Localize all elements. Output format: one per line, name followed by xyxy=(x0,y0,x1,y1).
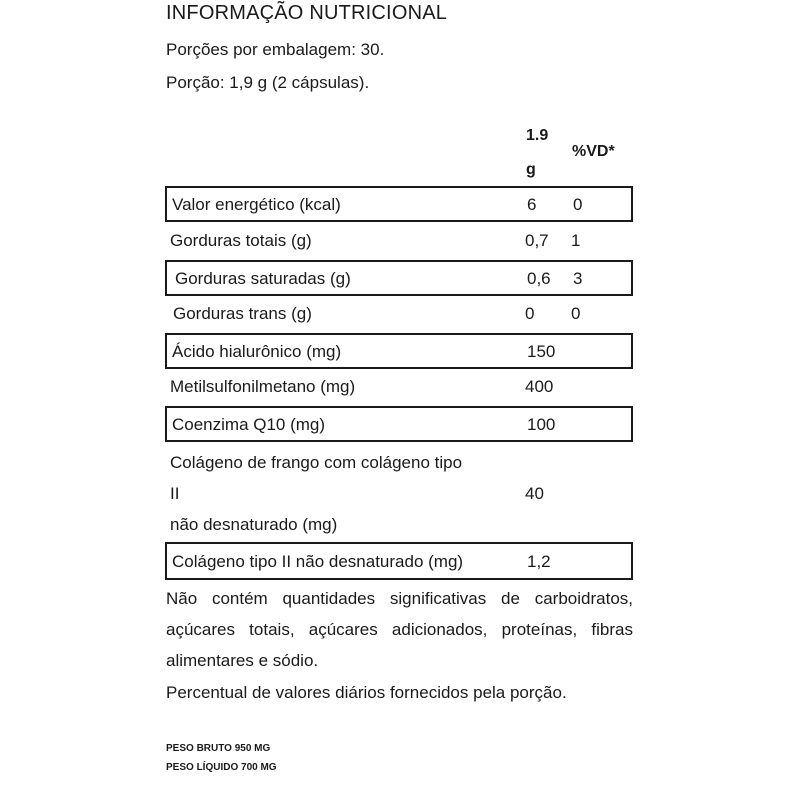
row-label: Coenzima Q10 (mg) xyxy=(172,415,326,434)
nutrition-row-total-fat xyxy=(165,224,633,260)
nutrition-row-hyaluronic-acid xyxy=(165,333,633,369)
collagen-value: 40 xyxy=(525,484,544,503)
footnote-daily-values: Percentual de valores diários fornecidos pela porção. xyxy=(166,683,567,702)
nutrition-row-msm xyxy=(165,370,633,406)
row-value: 1,2 xyxy=(527,552,551,571)
collagen-label-line3: não desnaturado (mg) xyxy=(170,515,338,534)
nutrition-title: INFORMAÇÃO NUTRICIONAL xyxy=(166,2,448,24)
row-value: 0,7 xyxy=(525,231,549,250)
row-label: Valor energético (kcal) xyxy=(172,195,341,214)
servings-per-package: Porções por embalagem: 30. xyxy=(166,40,385,59)
gross-weight: PESO BRUTO 950 MG xyxy=(166,743,271,754)
header-daily-value: %VD* xyxy=(572,143,615,160)
row-label: Gorduras saturadas (g) xyxy=(175,269,351,288)
footnote-not-significant: Não contém quantidades significativas de carboidratos, açúcares totais, açúcares adicionados, proteínas, fibras alimentares e sódio. xyxy=(166,589,633,670)
row-value: 0,6 xyxy=(527,269,551,288)
net-weight: PESO LÍQUIDO 700 MG xyxy=(166,762,277,773)
nutrition-row-trans-fat xyxy=(165,297,633,333)
header-quantity-line2: g xyxy=(526,161,536,178)
header-quantity-line1: 1.9 xyxy=(526,127,549,144)
row-daily-value: 0 xyxy=(571,304,581,323)
nutrition-row-coq10 xyxy=(165,406,633,442)
row-label: Colágeno tipo II não desnaturado (mg) xyxy=(172,552,464,571)
row-value: 100 xyxy=(527,415,556,434)
row-value: 6 xyxy=(527,195,537,214)
collagen-label-line2: II xyxy=(170,484,180,503)
nutrition-row-saturated-fat xyxy=(165,260,633,296)
row-value: 150 xyxy=(527,342,556,361)
row-label: Ácido hialurônico (mg) xyxy=(172,342,342,361)
row-daily-value: 0 xyxy=(573,195,583,214)
collagen-label-line1: Colágeno de frango com colágeno tipo xyxy=(170,453,463,472)
row-value: 0 xyxy=(525,304,535,323)
row-label: Gorduras totais (g) xyxy=(170,231,312,250)
nutrition-row-energy xyxy=(165,186,633,222)
row-daily-value: 3 xyxy=(573,269,583,288)
row-value: 400 xyxy=(525,377,554,396)
nutrition-row-undenatured-collagen xyxy=(165,542,633,580)
row-daily-value: 1 xyxy=(571,231,581,250)
row-label: Metilsulfonilmetano (mg) xyxy=(170,377,356,396)
row-label: Gorduras trans (g) xyxy=(173,304,312,323)
serving-size: Porção: 1,9 g (2 cápsulas). xyxy=(166,73,370,92)
